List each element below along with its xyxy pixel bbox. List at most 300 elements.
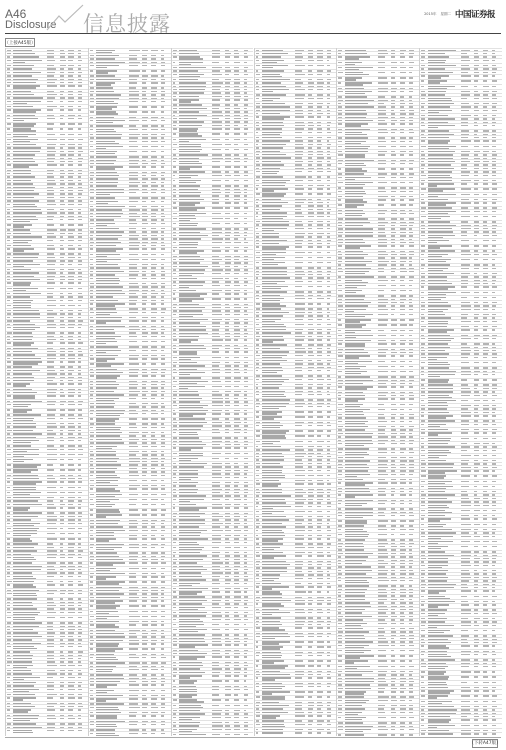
table-cell — [295, 475, 305, 476]
table-cell — [317, 319, 322, 320]
table-cell — [317, 715, 322, 716]
table-cell — [60, 123, 66, 124]
table-cell — [212, 675, 218, 676]
table-cell — [173, 477, 176, 478]
table-cell — [327, 281, 331, 282]
table-cell — [151, 530, 157, 531]
table-cell — [212, 607, 221, 608]
table-cell — [151, 715, 156, 716]
table-cell — [225, 583, 230, 584]
table-cell — [327, 416, 330, 417]
table-cell — [47, 677, 53, 678]
table-cell — [225, 542, 230, 543]
table-cell — [225, 56, 230, 57]
table-cell — [7, 459, 11, 460]
table-cell — [295, 319, 302, 320]
table-cell — [234, 357, 238, 358]
table-cell — [90, 611, 93, 612]
table-cell — [161, 538, 165, 539]
table-cell — [173, 447, 177, 448]
table-cell — [225, 717, 231, 718]
table-cell — [60, 481, 65, 482]
table-cell — [78, 134, 81, 135]
table-cell — [225, 432, 229, 433]
table-cell — [78, 240, 82, 241]
table-cell — [173, 128, 177, 129]
table-cell — [234, 547, 240, 548]
table-cell — [327, 286, 331, 287]
table-cell — [78, 454, 82, 455]
table-cell — [308, 60, 314, 61]
table-cell — [173, 607, 177, 608]
table-cell — [47, 440, 54, 441]
table-cell — [161, 643, 164, 644]
table-cell — [7, 617, 11, 618]
table-cell — [225, 405, 230, 406]
table-cell — [212, 619, 221, 620]
table-cell — [129, 624, 136, 625]
table-cell — [212, 583, 220, 584]
table-cell — [142, 698, 146, 699]
table-cell — [129, 684, 138, 685]
table-cell — [327, 686, 331, 687]
table-cell — [90, 278, 93, 279]
table-cell — [78, 528, 82, 529]
table-cell — [212, 223, 219, 224]
table-cell — [129, 223, 136, 224]
table-cell — [142, 724, 146, 725]
table-cell — [234, 298, 240, 299]
table-cell — [90, 684, 94, 685]
continued-from-label: （上接A45版） — [5, 38, 35, 47]
table-cell — [47, 383, 58, 384]
table-cell — [317, 339, 322, 340]
table-cell — [78, 288, 82, 289]
table-cell — [327, 641, 331, 642]
table-cell — [47, 409, 56, 410]
table-cell — [78, 697, 82, 698]
table-cell — [60, 459, 64, 460]
table-cell — [129, 418, 137, 419]
table-cell — [295, 578, 303, 579]
table-cell — [60, 109, 65, 110]
table-cell — [151, 494, 157, 495]
table-cell — [151, 547, 155, 548]
table-cell — [308, 281, 312, 282]
table-cell — [68, 487, 74, 488]
table-cell — [225, 675, 231, 676]
table-cell — [308, 696, 312, 697]
table-cell — [68, 109, 72, 110]
table-cell — [327, 696, 331, 697]
table-cell — [212, 729, 222, 730]
table-cell — [129, 363, 139, 364]
table-cell — [308, 511, 312, 512]
table-cell — [308, 379, 313, 380]
table-cell — [47, 469, 54, 470]
table-cell — [308, 530, 312, 531]
table-cell — [256, 74, 260, 75]
table-cell — [244, 218, 248, 219]
table-cell — [256, 470, 260, 471]
table-cell — [295, 511, 305, 512]
table-cell — [234, 351, 239, 352]
table-cell — [78, 327, 81, 328]
table-cell — [327, 603, 331, 604]
table-cell — [161, 111, 164, 112]
table-cell — [151, 341, 157, 342]
table-cell — [244, 405, 248, 406]
table-cell — [151, 106, 156, 107]
table-cell — [78, 418, 82, 419]
table-cell — [212, 74, 221, 75]
table-cell — [60, 395, 66, 396]
table-cell — [308, 193, 312, 194]
table-cell — [173, 699, 178, 700]
table-cell — [256, 339, 260, 340]
table-cell — [234, 694, 238, 695]
table-cell — [129, 514, 140, 515]
table-cell — [60, 646, 64, 647]
table-cell — [129, 480, 137, 481]
table-cell — [78, 677, 81, 678]
table-cell — [7, 557, 11, 558]
table-cell — [234, 144, 238, 145]
table-cell — [60, 584, 65, 585]
table-cell — [244, 729, 248, 730]
table-cell — [327, 586, 331, 587]
table-cell — [234, 202, 239, 203]
table-cell — [68, 646, 72, 647]
table-cell — [142, 480, 146, 481]
table-cell — [142, 509, 147, 510]
table-cell — [151, 600, 157, 601]
table-cell — [256, 246, 259, 247]
table-cell — [295, 646, 302, 647]
table-cell — [142, 418, 148, 419]
table-cell — [225, 298, 231, 299]
table-cell — [317, 646, 324, 647]
table-cell — [308, 324, 313, 325]
table-cell — [244, 213, 247, 214]
table-cell — [60, 219, 64, 220]
table-cell — [173, 705, 177, 706]
table-cell — [327, 89, 331, 90]
table-cell — [60, 440, 64, 441]
table-cell — [212, 717, 220, 718]
table-cell — [234, 499, 241, 500]
table-cell — [225, 386, 231, 387]
table-cell — [173, 542, 176, 543]
table-cell — [308, 591, 312, 592]
table-cell — [308, 180, 313, 181]
table-cell — [90, 605, 94, 606]
table-cell — [60, 523, 64, 524]
table-cell — [151, 480, 157, 481]
table-cell — [244, 381, 248, 382]
table-cell — [173, 458, 177, 459]
table-cell — [151, 248, 156, 249]
table-cell — [256, 411, 259, 412]
table-cell — [142, 50, 147, 51]
table-cell — [225, 99, 229, 100]
table-cell — [68, 557, 73, 558]
table-cell — [256, 257, 260, 258]
table-cell — [68, 204, 73, 205]
table-cell — [90, 111, 94, 112]
table-cell — [7, 288, 12, 289]
table-cell — [308, 319, 313, 320]
table-cell — [234, 56, 239, 57]
table-cell — [234, 149, 239, 150]
table-cell — [90, 336, 93, 337]
table-cell — [234, 285, 240, 286]
table-cell — [68, 730, 74, 731]
table-cell — [173, 298, 176, 299]
table-cell — [327, 370, 330, 371]
table-cell — [256, 98, 259, 99]
table-cell — [90, 106, 94, 107]
table-cell — [317, 538, 321, 539]
table-cell — [151, 698, 157, 699]
table-cell — [295, 696, 304, 697]
table-cell — [47, 404, 56, 405]
issue-weekday: 星期二 — [440, 11, 451, 16]
table-cell — [90, 530, 93, 531]
table-cell — [212, 507, 223, 508]
table-cell — [317, 686, 321, 687]
table-cell — [234, 242, 241, 243]
table-cell — [47, 248, 55, 249]
table-cell — [327, 171, 331, 172]
table-cell — [7, 718, 11, 719]
table-cell — [173, 734, 177, 735]
table-cell — [244, 161, 248, 162]
table-cell — [234, 99, 239, 100]
table-cell — [68, 219, 73, 220]
table-cell — [68, 697, 74, 698]
table-cell — [173, 583, 177, 584]
table-cell — [90, 320, 94, 321]
table-cell — [308, 188, 312, 189]
table-cell — [234, 680, 239, 681]
table-cell — [129, 254, 138, 255]
table-cell — [78, 538, 81, 539]
table-cell — [256, 252, 260, 253]
table-cell — [161, 504, 165, 505]
table-cell — [225, 175, 230, 176]
table-cell — [225, 453, 231, 454]
table-cell — [7, 204, 10, 205]
table-cell — [173, 56, 177, 57]
table-cell — [60, 288, 66, 289]
table-cell — [151, 733, 155, 734]
table-cell — [90, 480, 94, 481]
table-cell — [47, 665, 57, 666]
table-cell — [151, 427, 157, 428]
table-cell — [244, 175, 248, 176]
table-cell — [212, 180, 221, 181]
table-cell — [90, 375, 94, 376]
table-cell — [142, 611, 148, 612]
table-cell — [327, 715, 331, 716]
table-cell — [78, 533, 81, 534]
table-cell — [234, 250, 238, 251]
table-cell — [244, 56, 248, 57]
table-column-block — [88, 48, 171, 736]
table-cell — [234, 166, 240, 167]
table-cell — [256, 483, 260, 484]
table-cell — [161, 509, 166, 510]
table-cell — [151, 724, 156, 725]
table-cell — [90, 141, 93, 142]
issue-date: 2015年 — [424, 11, 437, 16]
table-cell — [78, 282, 81, 283]
table-cell — [295, 665, 305, 666]
table-cell — [47, 395, 57, 396]
table-cell — [151, 375, 156, 376]
table-cell — [161, 363, 165, 364]
table-cell — [225, 734, 229, 735]
table-cell — [308, 394, 314, 395]
table-cell — [244, 644, 247, 645]
table-cell — [68, 538, 74, 539]
table-cell — [327, 65, 330, 66]
table-cell — [7, 327, 11, 328]
table-cell — [308, 228, 312, 229]
table-cell — [244, 223, 247, 224]
table-cell — [256, 441, 260, 442]
table-cell — [68, 123, 74, 124]
table-cell — [68, 492, 75, 493]
table-cell — [234, 339, 238, 340]
table-cell — [78, 85, 82, 86]
table-cell — [68, 464, 74, 465]
table-cell — [244, 372, 247, 373]
table-cell — [234, 705, 240, 706]
table-cell — [129, 669, 138, 670]
table-cell — [295, 132, 302, 133]
table-cell — [308, 430, 314, 431]
table-cell — [60, 464, 65, 465]
table-cell — [68, 665, 75, 666]
table-cell — [60, 492, 65, 493]
table-cell — [212, 166, 220, 167]
table-cell — [161, 698, 165, 699]
table-cell — [244, 453, 248, 454]
table-cell — [142, 120, 146, 121]
table-cell — [212, 386, 222, 387]
table-cell — [179, 734, 205, 735]
table-cell — [68, 60, 73, 61]
table-cell — [90, 192, 94, 193]
table-cell — [256, 655, 260, 656]
table-cell — [234, 591, 241, 592]
table-cell — [129, 259, 138, 260]
table-cell — [327, 665, 330, 666]
table-cell — [317, 636, 322, 637]
table-cell — [225, 629, 229, 630]
table-cell — [47, 538, 57, 539]
table-cell — [212, 357, 221, 358]
table-cell — [142, 146, 148, 147]
table-cell — [225, 499, 229, 500]
table-cell — [142, 101, 146, 102]
table-cell — [173, 161, 177, 162]
table-cell — [256, 60, 259, 61]
table-cell — [151, 101, 156, 102]
table-cell — [60, 730, 65, 731]
table-cell — [142, 254, 147, 255]
table-cell — [317, 98, 323, 99]
table-cell — [129, 446, 138, 447]
table-cell — [90, 129, 93, 130]
table-cell — [161, 259, 165, 260]
table-cell — [173, 624, 177, 625]
table-cell — [308, 339, 314, 340]
table-cell — [161, 733, 165, 734]
table-cell — [173, 139, 177, 140]
table-cell — [68, 409, 74, 410]
table-cell — [295, 416, 304, 417]
table-cell — [212, 56, 219, 57]
table-cell — [327, 475, 330, 476]
table-cell — [327, 74, 331, 75]
table-cell — [7, 139, 11, 140]
table-cell — [60, 709, 64, 710]
table-cell — [129, 50, 139, 51]
table-cell — [295, 441, 303, 442]
table-cell — [256, 555, 261, 556]
table-cell — [161, 616, 165, 617]
table-cell — [327, 591, 330, 592]
table-cell — [295, 262, 302, 263]
table-cell — [225, 699, 229, 700]
table-cell — [308, 406, 313, 407]
table-cell — [256, 511, 260, 512]
table-cell — [173, 644, 177, 645]
table-cell — [173, 213, 177, 214]
table-cell — [151, 201, 155, 202]
table-cell — [308, 665, 314, 666]
table-cell — [47, 164, 57, 165]
table-cell — [142, 504, 147, 505]
table-cell — [47, 282, 55, 283]
table-cell — [78, 219, 82, 220]
table-cell — [327, 228, 330, 229]
table-cell — [295, 60, 302, 61]
table-cell — [7, 593, 12, 594]
table-cell — [7, 612, 11, 613]
table-cell — [68, 101, 74, 102]
table-cell — [173, 175, 176, 176]
table-cell — [151, 303, 155, 304]
table-cell — [244, 149, 248, 150]
table-cell — [327, 180, 330, 181]
table-cell — [7, 409, 10, 410]
table-cell — [308, 677, 312, 678]
table-cell — [212, 133, 220, 134]
table-cell — [68, 576, 73, 577]
table-cell — [161, 488, 165, 489]
table-cell — [173, 339, 177, 340]
table-cell — [225, 339, 231, 340]
table-cell — [142, 70, 146, 71]
table-cell — [173, 717, 177, 718]
table-cell — [212, 128, 222, 129]
table-cell — [161, 715, 164, 716]
table-cell — [317, 555, 324, 556]
